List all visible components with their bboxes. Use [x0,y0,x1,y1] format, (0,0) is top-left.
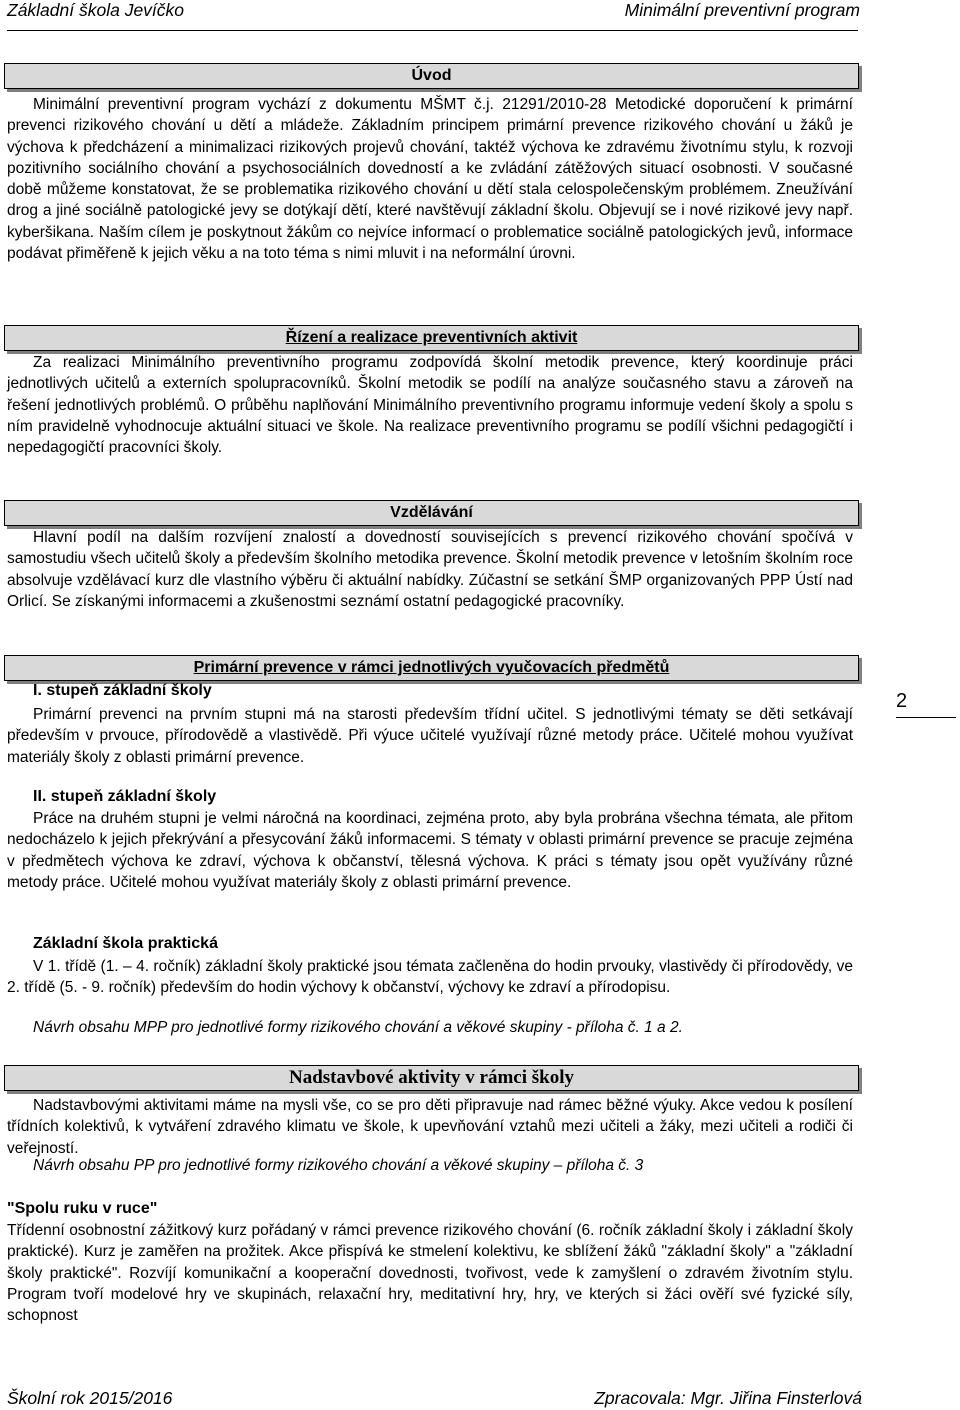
note-priloha-3: Návrh obsahu PP pro jednotlivé formy rizikového chování a věkové skupiny – příloha č. 3 [33,1157,644,1174]
subheading-stupen-1: I. stupeň základní školy [33,682,212,699]
section-title-primarni [4,655,859,681]
section-title-nadstavbove: Nadstavbové aktivity v rámci školy [4,1065,859,1091]
header-document-title: Minimální preventivní program [624,0,860,20]
note-priloha-1-2: Návrh obsahu MPP pro jednotlivé formy rizikového chování a věkové skupiny - příloha č. 1 a 2. [33,1019,683,1036]
section-title-uvod: Úvod [4,63,859,89]
header-divider [7,30,858,31]
section-title-rizeni [4,325,859,351]
section-text-nadstavbove: Nadstavbovými aktivitami máme na mysli vše, co se pro děti připravuje nad rámec běžné výuky. Akce vedou k posílení třídních kolektivů, k vytváření zdravého klimatu ve škole, k upevňování vztahů mezi učiteli a žáky, mezi učiteli a rodiči či veřejností. [7,1097,853,1157]
footer-school-year: Školní rok 2015/2016 [7,1388,173,1408]
text-stupen-2: Práce na druhém stupni je velmi náročná na koordinaci, zejména proto, aby byla probrána všechna témata, ale přitom nedocházelo k jejich překrývání a přesycování žáků informacemi. S tématy v oblasti primární prevence se pracuje zejména v předmětech výchova ke zdraví, výchova k občanství, tělesná výchova. K práci s tématy jsou opět využívány různé metody práce. Učitelé mohou využívat materiály školy z oblasti primární prevence. [7,810,853,891]
section-title-rizeni-text: Řízení a realizace preventivních aktivit [285,329,578,346]
header-school-name: Základní škola Jevíčko [7,0,185,20]
section-text-vzdelavani: Hlavní podíl na dalším rozvíjení znalostí a dovedností souvisejících s prevencí rizikového chování spočívá v samostudiu všech učitelů školy a především školního metodika prevence. Školní metodik prevence v letošním školním roce absolvuje vzdělávací kurz dle vlastního výběru či aktuální nabídky. Zúčastní se setkání ŠMP organizovaných PPP Ústí nad Orlicí. Se získanými informacemi a zkušenostmi seznámí ostatní pedagogické pracovníky. [7,529,853,610]
subheading-prakticka: Základní škola praktická [33,935,218,952]
text-spolu-ruku-v-ruce: Třídenní osobnostní zážitkový kurz pořádaný v rámci prevence rizikového chování (6. ročník základní školy i základní školy praktické). Kurz je zaměřen na prožitek. Akce přispívá ke stmelení kolektivu, ke sblížení žáků "základní školy" a "základní školy praktické". Rozvíjí komunikační a kooperační dovednosti, tvořivost, vede k zamyšlení o zdravém životním stylu. Program tvoří modelové hry ve skupinách, relaxační hry, meditativní hry, hry, ve kterých si žáci ověří své fyzické síly, schopnost [7,1222,853,1325]
subheading-stupen-2: II. stupeň základní školy [33,788,217,805]
section-title-vzdelavani: Vzdělávání [4,500,859,526]
page-number: 2 [896,690,956,718]
section-text-rizeni: Za realizaci Minimálního preventivního programu zodpovídá školní metodik prevence, který koordinuje práci jednotlivých učitelů a externích spolupracovníků. Školní metodik se podílí na analýze současného stavu a zároveň na řešení jednotlivých problémů. O průběhu naplňování Minimálního preventivního programu informuje vedení školy a spolu s ním pravidelně vyhodnocuje aktuální situaci ve škole. Na realizace preventivního programu se podílí všichni pedagogičtí i nepedagogičtí pracovníci školy. [7,354,853,457]
subheading-spolu-ruku-v-ruce: "Spolu ruku v ruce" [7,1200,158,1217]
footer-author: Zpracovala: Mgr. Jiřina Finsterlová [594,1388,862,1408]
section-text-uvod: Minimální preventivní program vychází z dokumentu MŠMT č.j. 21291/2010-28 Metodické doporučení k primární prevenci rizikového chování u dětí a mládeže. Základním principem primární prevence rizikového chování u žáků je výchova k předcházení a minimalizaci rizikových projevů chování, taktéž výchova ke zdravému životnímu stylu, k rozvoji pozitivního sociálního chování a psychosociálních dovedností a ke zvládání zátěžových situací osobnosti. V současné době můžeme konstatovat, že se problematika rizikového chování u dětí stala celospolečenským problémem. Zneužívání drog a jiné sociálně patologické jevy se dotýkají dětí, které navštěvují základní školu. Objevují se i nové rizikové jevy např. kyberšikana. Naším cílem je poskytnout žákům co nejvíce informací o problematice sociálně patologických jevů, informace podávat přiměřeně k jejich věku a na toto téma s nimi mluvit i na neformální úrovni. [7,96,853,263]
text-prakticka: V 1. třídě (1. – 4. ročník) základní školy praktické jsou témata začleněna do hodin prvouky, vlastivědy či přírodovědy, ve 2. třídě (5. - 9. ročník) především do hodin výchovy k občanství, výchovy ke zdraví a přírodopisu. [7,958,853,997]
section-title-primarni-text: Primární prevence v rámci jednotlivých vyučovacích předmětů [193,659,670,676]
text-stupen-1: Primární prevenci na prvním stupni má na starosti především třídní učitel. S jednotlivými tématy se děti setkávají především v prvouce, přírodovědě a vlastivědě. Při výuce učitelé využívají různé metody práce. Učitelé mohou využívat materiály školy z oblasti primární prevence. [7,706,853,766]
